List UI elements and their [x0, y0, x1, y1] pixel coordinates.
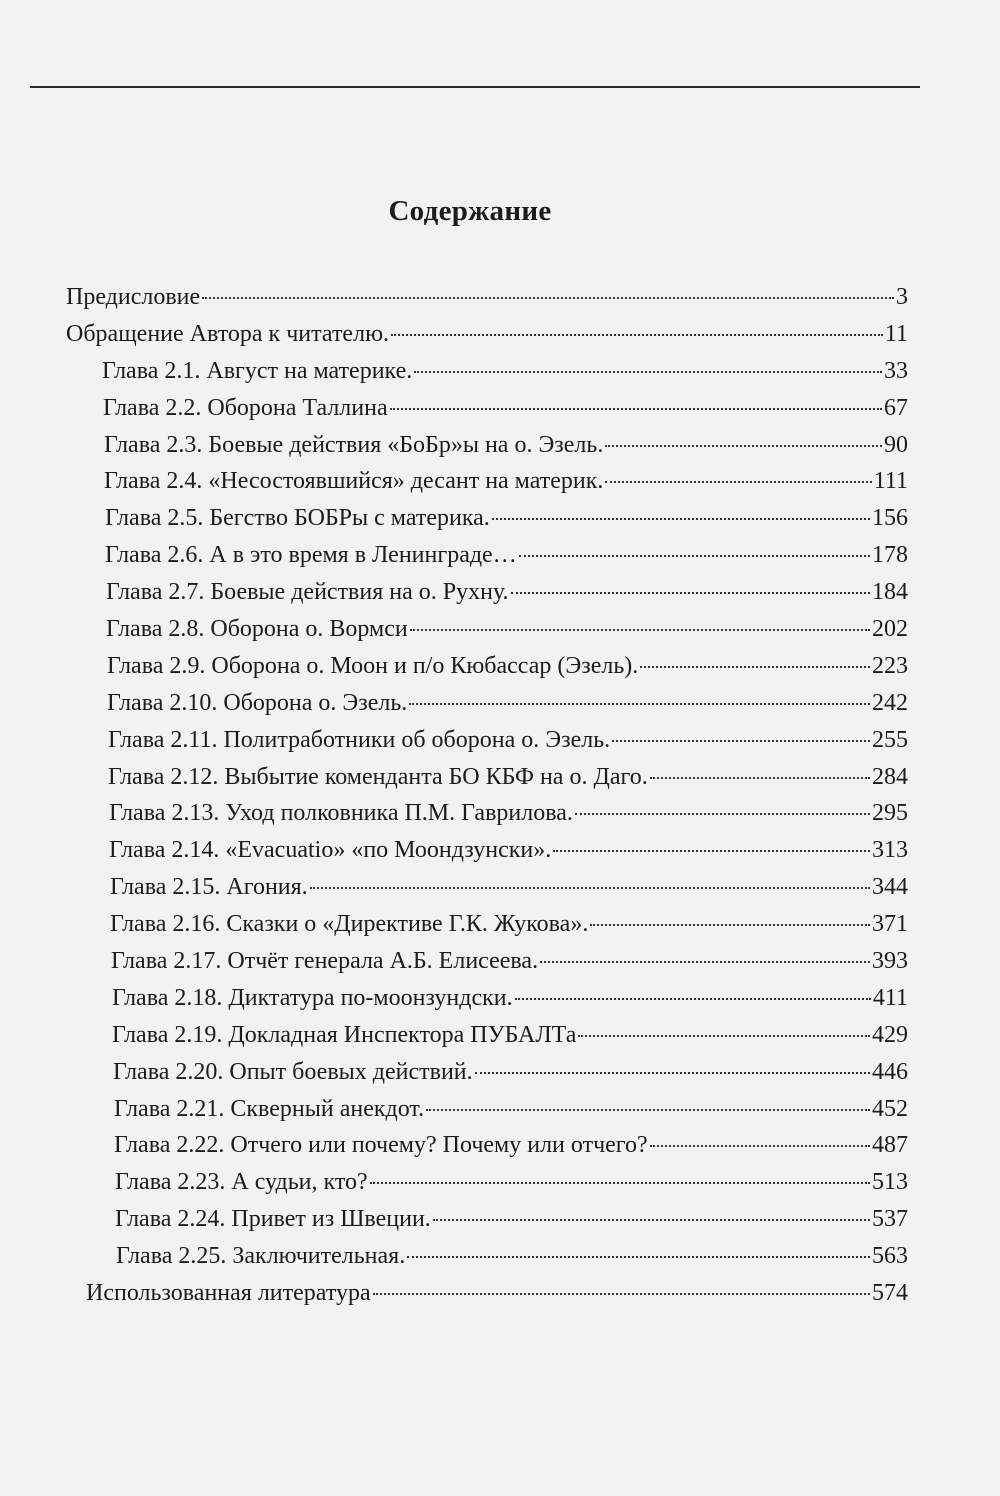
toc-entry-title: Глава 2.12. Выбытие коменданта БО КБФ на о. Даго. [108, 763, 648, 790]
toc-leader-dots [515, 998, 871, 1000]
toc-entry-page: 537 [872, 1206, 908, 1233]
toc-entry-title: Глава 2.5. Бегство БОБРы с материка. [105, 505, 490, 532]
header-rule [30, 86, 920, 88]
toc-entry [0, 1241, 1000, 1278]
toc-leader-dots [640, 666, 870, 668]
toc-entry-page: 429 [872, 1021, 908, 1048]
toc-entry-title: Глава 2.7. Боевые действия на о. Рухну. [106, 579, 509, 606]
toc-leader-dots [410, 629, 870, 631]
toc-entry-title: Обращение Автора к читателю. [66, 320, 389, 347]
toc-entry-page: 371 [872, 911, 908, 938]
toc-entry-title: Глава 2.10. Оборона о. Эзель. [107, 689, 408, 716]
toc-entry-title: Предисловие [66, 284, 201, 310]
toc-leader-dots [540, 961, 870, 963]
toc-entry-page: 313 [872, 837, 908, 864]
toc-entry [0, 614, 1000, 651]
toc-leader-dots [475, 1072, 870, 1074]
toc-entry-title: Глава 2.14. «Evacuatio» «по Моондзунски». [109, 837, 552, 864]
toc-entry-page: 184 [872, 579, 908, 606]
toc-entry [0, 798, 1000, 835]
toc-entry [0, 503, 1000, 540]
toc-entry [0, 430, 1000, 467]
toc-leader-dots [407, 1256, 870, 1258]
toc-entry [0, 1094, 1000, 1131]
toc-leader-dots [605, 445, 882, 447]
toc-entry-title: Глава 2.23. А судьи, кто? [115, 1169, 368, 1196]
toc-entry [0, 688, 1000, 725]
toc-leader-dots [650, 1145, 870, 1147]
toc-entry [0, 872, 1000, 909]
toc-entry [0, 577, 1000, 614]
toc-entry-page: 344 [872, 874, 908, 901]
toc-entry-page: 487 [872, 1132, 908, 1159]
toc-leader-dots [409, 703, 870, 705]
toc-entry-page: 295 [872, 800, 908, 827]
toc-entry-title: Глава 2.4. «Несостоявшийся» десант на материк. [104, 468, 604, 495]
toc-leader-dots [373, 1293, 870, 1295]
toc-entry-title: Глава 2.11. Политработники об оборона о. Эзель. [108, 726, 611, 753]
toc-entry-title: Глава 2.1. Август на материке. [102, 357, 413, 384]
toc-entry [0, 1278, 1000, 1315]
toc-entry-title: Глава 2.13. Уход полковника П.М. Гаврилова. [109, 800, 573, 827]
toc-entry-title: Глава 2.15. Агония. [110, 874, 308, 901]
toc-entry [0, 1020, 1000, 1057]
toc-entry [0, 319, 1000, 356]
toc-leader-dots [612, 740, 870, 742]
toc-entry-page: 452 [872, 1095, 908, 1122]
toc-entry-title: Глава 2.8. Оборона о. Вормси [106, 616, 408, 643]
toc-entry-page: 393 [872, 948, 908, 975]
toc-entry-title: Глава 2.9. Оборона о. Моон и п/о Кюбассар (Эзель). [107, 652, 639, 679]
toc-entry [0, 1057, 1000, 1094]
toc-entry-page: 202 [872, 616, 908, 643]
toc-entry-page: 242 [872, 689, 908, 716]
toc-entry-page: 90 [884, 431, 908, 458]
toc-entry [0, 909, 1000, 946]
toc-entry-title: Глава 2.22. Отчего или почему? Почему или отчего? [114, 1132, 648, 1159]
toc-entry-title: Глава 2.6. А в это время в Ленинграде… [105, 542, 517, 569]
toc-entry [0, 725, 1000, 762]
toc-entry-title: Глава 2.21. Скверный анекдот. [114, 1095, 425, 1122]
toc-entry-title: Глава 2.3. Боевые действия «БоБр»ы на о. Эзель. [104, 431, 604, 458]
toc-leader-dots [390, 408, 882, 410]
toc-entry-title: Глава 2.20. Опыт боевых действий. [113, 1058, 473, 1085]
toc-entry [0, 1204, 1000, 1241]
toc-entry-title: Глава 2.19. Докладная Инспектора ПУБАЛТа [112, 1021, 577, 1048]
toc-entry-page: 223 [872, 652, 908, 679]
toc-entry-page: 178 [872, 542, 908, 569]
toc-leader-dots [605, 481, 871, 483]
toc-entry-page: 446 [872, 1058, 908, 1085]
toc-entry-page: 156 [872, 505, 908, 532]
toc-entry-title: Глава 2.17. Отчёт генерала А.Б. Елисеева. [111, 948, 539, 975]
toc-entry [0, 393, 1000, 430]
toc-entry-page: 411 [872, 984, 908, 1011]
toc-entry-page: 67 [884, 394, 908, 421]
toc-leader-dots [426, 1109, 870, 1111]
toc-leader-dots [519, 555, 870, 557]
toc-entry [0, 983, 1000, 1020]
toc-entry-page: 284 [872, 763, 908, 790]
toc-leader-dots [310, 887, 870, 889]
toc-entry [0, 651, 1000, 688]
toc-entry-page: 255 [872, 726, 908, 753]
toc-leader-dots [391, 334, 883, 336]
toc-leader-dots [492, 518, 870, 520]
toc-leader-dots [202, 297, 894, 299]
toc-entry [0, 762, 1000, 799]
toc-leader-dots [590, 924, 870, 926]
toc-entry [0, 835, 1000, 872]
toc-entry [0, 1167, 1000, 1204]
table-of-contents [0, 282, 1000, 1315]
toc-leader-dots [650, 777, 870, 779]
toc-entry-title: Использованная литература [86, 1280, 371, 1307]
toc-entry-title: Глава 2.16. Сказки о «Директиве Г.К. Жукова». [110, 911, 589, 938]
toc-entry [0, 282, 1000, 319]
toc-entry-page: 33 [884, 357, 908, 384]
toc-entry-page: 513 [872, 1169, 908, 1196]
toc-entry [0, 540, 1000, 577]
toc-entry [0, 356, 1000, 393]
toc-entry [0, 466, 1000, 503]
toc-entry [0, 946, 1000, 983]
toc-leader-dots [414, 371, 882, 373]
toc-leader-dots [511, 592, 870, 594]
page-title: Содержание [388, 195, 552, 227]
toc-leader-dots [370, 1182, 870, 1184]
toc-entry-page: 563 [872, 1243, 908, 1270]
toc-leader-dots [575, 813, 870, 815]
toc-leader-dots [553, 850, 870, 852]
toc-leader-dots [433, 1219, 870, 1221]
toc-entry [0, 1130, 1000, 1167]
toc-entry-page: 111 [873, 468, 908, 495]
toc-entry-page: 3 [896, 284, 908, 310]
toc-entry-title: Глава 2.25. Заключительная. [116, 1243, 406, 1270]
toc-entry-title: Глава 2.24. Привет из Швеции. [115, 1206, 431, 1233]
toc-entry-page: 11 [884, 320, 908, 347]
toc-entry-title: Глава 2.2. Оборона Таллина [103, 394, 388, 421]
toc-leader-dots [578, 1035, 870, 1037]
toc-entry-page: 574 [872, 1280, 908, 1307]
toc-entry-title: Глава 2.18. Диктатура по-моонзундски. [112, 984, 513, 1011]
